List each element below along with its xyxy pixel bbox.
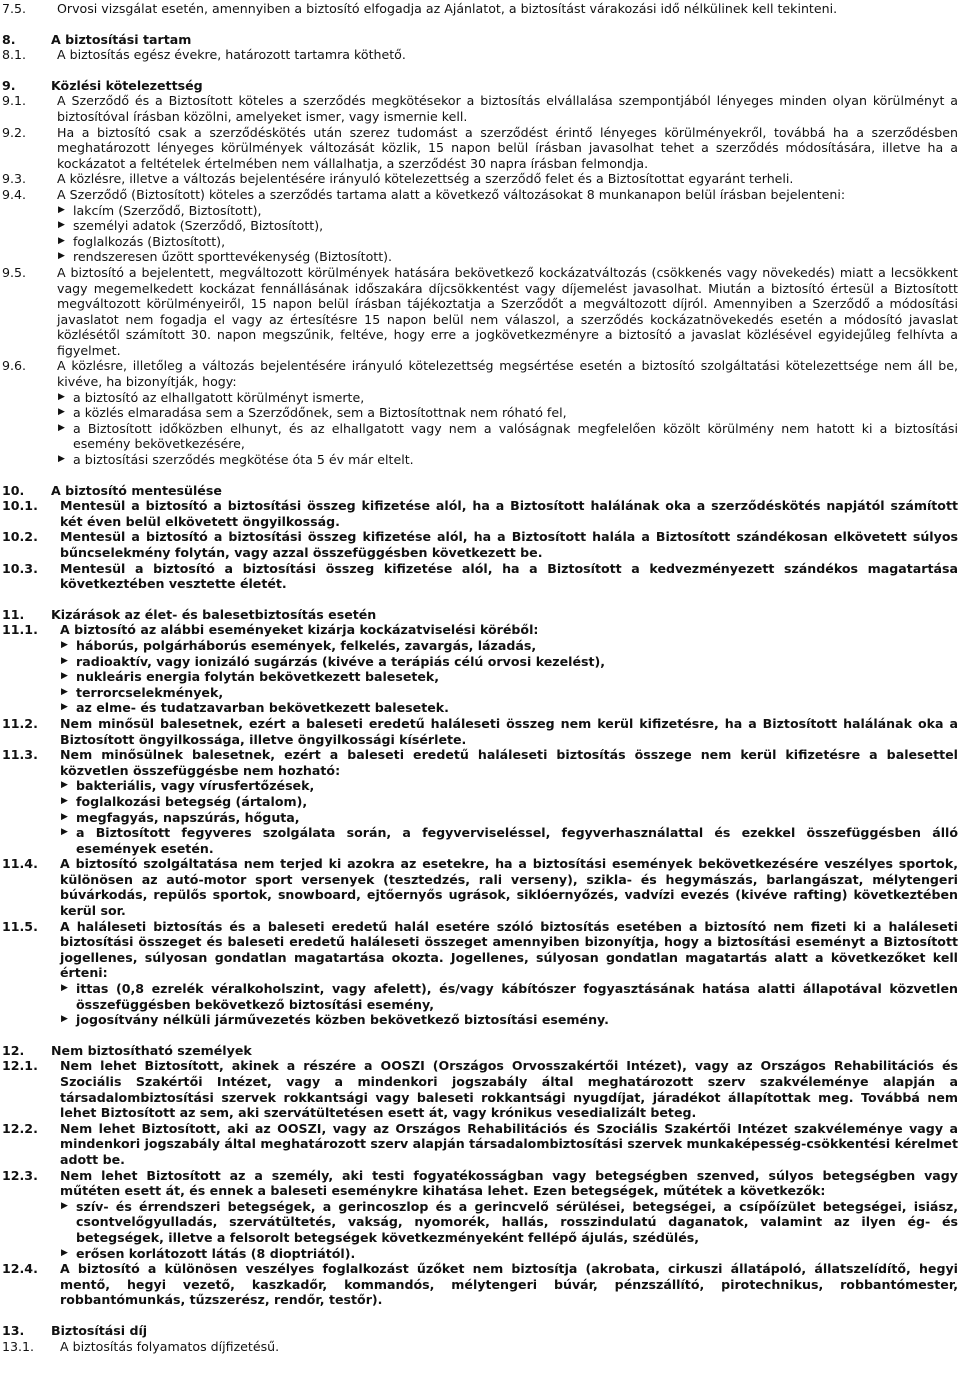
list-item: [57, 405, 958, 421]
clause-text: A Szerződő (Biztosított) köteles a szerződés tartama alatt a következő változásokat 8 munkanapon belül írásban bejelenteni:: [57, 186, 846, 202]
clause-number: 9.1.: [2, 93, 27, 109]
clause-text: A haláleseti biztosítás és a baleseti eredetű halál esetére szóló biztosítás esetében a biztosító nem fizeti ki a haláleseti biztosítási összeget és baleseti eredetű haláleseti összeget amennyiben bizonyítja, hogy a biztosítási eseményt a Biztosított jogellenes, súlyosan gondatlan magatartása okozta. Jogellenes, súlyosan gondatlan magatartás alatt a következőket kell érteni:: [60, 918, 958, 981]
clause-12-3: [0, 1168, 960, 1262]
list-item-text: foglalkozás (Biztosított),: [73, 233, 226, 249]
triangle-right-icon: ▶: [58, 235, 65, 246]
clause-11-4: [0, 856, 960, 918]
clause-number: 7.5.: [2, 1, 27, 16]
clause-text: Nem minősül balesetnek, ezért a baleseti eredetű haláleseti összeg nem kerül kifizetésre, ha a Biztosított halálának oka a Biztosított öngyilkossága, illetve öngyilkossági kísérlete.: [60, 715, 958, 747]
triangle-right-icon: ▶: [61, 1014, 68, 1025]
triangle-right-icon: ▶: [61, 686, 68, 697]
list-item-text: rendszeresen űzött sporttevékenység (Biztosított).: [73, 249, 393, 265]
list-item: [57, 421, 958, 452]
clause-body: [60, 622, 960, 716]
list-item: [60, 981, 958, 1012]
clause-text: A közlésre, illetve a változás bejelentésére irányuló kötelezettség a szerződő felet és a Biztosítottat egyaránt terheli.: [57, 171, 794, 187]
triangle-right-icon: ▶: [61, 671, 68, 682]
triangle-right-icon: ▶: [58, 422, 65, 433]
list-item-text: a biztosítási szerződés megkötése óta 5 év már eltelt.: [73, 452, 414, 468]
section-8-heading: [0, 32, 960, 48]
clause-number: 12.4.: [2, 1261, 38, 1277]
clause-12-4: [0, 1261, 960, 1308]
clause-10-1: [0, 498, 960, 529]
clause-11-3: [0, 747, 960, 856]
clause-text: A biztosító szolgáltatása nem terjed ki azokra az esetekre, ha a biztosítási események bekövetkezésére veszélyes sportok, különösen az autó-motor sport versenyek (tesztedzés, rali verseny), szikla- és hegymászás, barlangászat, mélytengeri búvárkodás, repülős sportok, snowboard, ejtőernyős ugrások, siklóernyőzés, vadvízi evezés (kivéve rafting) következtében kerül sor.: [60, 856, 958, 919]
clause-10-2: [0, 529, 960, 560]
list-item-text: erősen korlátozott látás (8 dioptriától).: [76, 1245, 356, 1261]
clause-number: 10.2.: [2, 529, 38, 545]
list-item-text: szív- és érrendszeri betegségek, a gerincoszlop és a gerincvelő sérülései, betegségei, a csípőízület betegségei, isiász, csontvelőgyulladás, szervátültetés, vakság, nyomorék, hallás, rosszindulatú daganatok, valamint az ilyen ég- és betegségek, illetve a felsorolt betegségek következményeként fellépő ájulás, szédülés,: [76, 1198, 958, 1245]
clause-9-1: [0, 93, 960, 124]
clause-9-6: [0, 358, 960, 467]
clause-number: 9.6.: [2, 358, 27, 374]
list-item: [60, 825, 958, 856]
clause-12-2: [0, 1121, 960, 1168]
list-item: [60, 654, 958, 670]
clause-text: A biztosítás egész évekre, határozott tartamra köthető.: [57, 47, 406, 63]
triangle-right-icon: ▶: [58, 220, 65, 231]
clause-number: 9.3.: [2, 171, 27, 187]
section-13-heading: [0, 1323, 960, 1339]
clause-text: A közlésre, illetőleg a változás bejelentésére irányuló kötelezettség megsértése esetén a biztosító szolgáltatási kötelezettsége nem áll be, kivéve, ha bizonyítják, hogy:: [57, 358, 958, 390]
clause-10-3: [0, 561, 960, 592]
section-9-heading: [0, 78, 960, 94]
list-item: [60, 1012, 958, 1028]
clause-text: Nem lehet Biztosított, aki az OOSZI, vagy az Országos Rehabilitációs és Szociális Szakértői Intézet szakvéleménye vagy a mindenkori jogszabály által meghatározott szerv alapján társadalombiztosítási szervek munkaképesség-csökkentési kérelmet adott be.: [60, 1120, 958, 1167]
list-item-text: nukleáris energia folytán bekövetkezett balesetek,: [76, 669, 440, 685]
triangle-right-icon: ▶: [61, 655, 68, 666]
list-item-text: megfagyás, napszúrás, hőguta,: [76, 809, 300, 825]
list-item-text: foglalkozási betegség (ártalom),: [76, 793, 308, 809]
section-title: A biztosító mentesülése: [51, 482, 222, 498]
list-item: [57, 390, 958, 406]
list-item-text: a biztosító az elhallgatott körülményt ismerte,: [73, 389, 365, 405]
list-item: [60, 669, 958, 685]
clause-number: 10.3.: [2, 560, 38, 576]
list-item: [60, 638, 958, 654]
section-number: 12.: [2, 1042, 25, 1058]
clause-number: 11.3.: [2, 747, 38, 763]
clause-number: 10.1.: [2, 498, 38, 514]
clause-number: 11.2.: [2, 715, 38, 731]
triangle-right-icon: ▶: [61, 983, 68, 994]
clause-11-1: [0, 622, 960, 716]
section-title: Nem biztosítható személyek: [51, 1042, 252, 1058]
clause-text: Nem minősülnek balesetnek, ezért a baleseti eredetű haláleseti biztosítás összege nem kerül kifizetésre a balesettel közvetlen összefüggésbe nem hozható:: [60, 747, 958, 778]
triangle-right-icon: ▶: [61, 780, 68, 791]
clause-text: A Szerződő és a Biztosított köteles a szerződés megkötésekor a biztosítás elvállalása szempontjából lényeges minden olyan körülményt a biztosítóval írásban közölni, amelyeket ismer, vagy ismernie kell.: [57, 93, 958, 124]
section-11-heading: [0, 607, 960, 623]
section-gap: [0, 1028, 960, 1043]
section-12-heading: [0, 1043, 960, 1059]
list-item-text: bakteriális, vagy vírusfertőzések,: [76, 778, 315, 794]
clause-text: Ha a biztosító csak a szerződéskötés után szerez tudomást a szerződést érintő lényeges körülményekről, továbbá ha a szerződésben meghatározott lényeges körülmények változását közlik, 15 napon belül írásban javasolhat tehet a szerződés módosítására, illetve ha a kockázatot a feltételek értelmében nem vállalhatja, a szerződést 30 napra írásban felmondja.: [57, 124, 958, 171]
clause-9-5: [0, 265, 960, 359]
clause-number: 8.1.: [2, 47, 27, 63]
list-item: [60, 1199, 958, 1246]
list-item: [60, 685, 958, 701]
clause-body: [60, 919, 960, 1028]
section-gap: [0, 592, 960, 607]
clause-text: Orvosi vizsgálat esetén, amennyiben a biztosító elfogadja az Ajánlatot, a biztosítást várakozási idő nélkülinek kell tekinteni.: [57, 1, 838, 16]
triangle-right-icon: ▶: [58, 454, 65, 465]
triangle-right-icon: ▶: [58, 251, 65, 262]
clause-number: 11.5.: [2, 918, 38, 934]
clause-9-4: [0, 187, 960, 265]
list-item-text: terrorcselekmények,: [76, 684, 224, 700]
triangle-right-icon: ▶: [61, 811, 68, 822]
clause-text: Mentesül a biztosító a biztosítási összeg kifizetése alól, ha a Biztosított halála a Biztosított szándékosan elkövetett súlyos bűncselekmény folytán, vagy azzal összefüggésben következett be.: [60, 529, 958, 560]
clause-body: [60, 1168, 960, 1262]
triangle-right-icon: ▶: [58, 407, 65, 418]
clause-number: 9.4.: [2, 186, 27, 202]
list-item-text: a közlés elmaradása sem a Szerződőnek, sem a Biztosítottnak nem róható fel,: [73, 405, 567, 421]
clause-number: 9.2.: [2, 124, 27, 140]
section-number: 8.: [2, 31, 16, 47]
clause-12-1: [0, 1058, 960, 1120]
clause-number: 13.1.: [2, 1338, 35, 1354]
list-item: [57, 203, 958, 219]
triangle-right-icon: ▶: [61, 1200, 68, 1211]
triangle-right-icon: ▶: [61, 795, 68, 806]
clause-9-2: [0, 125, 960, 172]
triangle-right-icon: ▶: [61, 1247, 68, 1258]
clause-text: Nem lehet Biztosított, akinek a részére a OOSZI (Országos Orvosszakértői Intézet), vagy az Országos Rehabilitációs és Szociális Szakértői Intézet, vagy a mindenkori jogszabály által meghatározott szerv szakvéleménye alapján a társadalombiztosítási szervek rokkantsági vagy baleseti rokkantsági nyugdíjat, járadékot állapítottak meg. Továbbá nem lehet Biztosított az sem, aki szervátültetésen esett át, vagy krónikus vesedializált beteg.: [60, 1058, 958, 1121]
section-title: Közlési kötelezettség: [51, 77, 203, 93]
section-10-heading: [0, 483, 960, 499]
clause-text: A biztosító a különösen veszélyes foglalkozást űzőket nem biztosítja (akrobata, cirkuszi állatápoló, állatszelídítő, hegyi mentő, hegyi vezető, kaszkadőr, kommandós, mélytengeri búvár, pénzszállító, pirotechnikus, robbantómester, robbantómunkás, tűzszerész, rendőr, testőr).: [60, 1261, 958, 1308]
section-number: 13.: [2, 1322, 25, 1338]
section-title: A biztosítási tartam: [51, 31, 192, 47]
clause-text: A biztosítás folyamatos díjfizetésű.: [60, 1338, 280, 1354]
section-number: 11.: [2, 606, 25, 622]
triangle-right-icon: ▶: [61, 702, 68, 713]
clause-text: A biztosító a bejelentett, megváltozott körülmények hatására bekövetkező kockázatváltozás (csökkenés vagy növekedés) miatt a lecsökkent vagy megemelkedett kockázat fennállásának időszakára díjcsökkentést vagy díjemelést javasolhat. Miután a biztosító értesül a Biztosított megváltozott körülményeiről, 15 napon belül írásban tájékoztatja a Szerződőt a megváltozott díjról. Amennyiben a Szerződő a módosítási javaslatot nem fogadja el vagy az értesítésre 15 napon belül nem válaszol, a szerződés kockázatnövekedés esetén a módosító javaslat közlésétől számított 30. napon megszűnik, feltéve, hogy erre a jogkövetkezményre a biztosító a javaslat közlésével egyidejűleg felhívta a figyelmet.: [57, 264, 958, 358]
list-item-text: jogosítvány nélküli járművezetés közben bekövetkező biztosítási esemény.: [76, 1012, 609, 1028]
clause-text: Mentesül a biztosító a biztosítási összeg kifizetése alól, ha a Biztosított halálának oka a szerződéskötés napjától számított két éven belül elkövetett öngyilkosság.: [60, 498, 958, 529]
triangle-right-icon: ▶: [61, 639, 68, 650]
list-item: [57, 234, 958, 250]
section-title: Biztosítási díj: [51, 1322, 148, 1338]
list-item: [57, 218, 958, 234]
clause-text: A biztosító az alábbi eseményeket kizárja kockázatviselési köréből:: [60, 622, 539, 638]
clause-number: 12.1.: [2, 1058, 38, 1074]
clause-7-5: [0, 1, 960, 17]
triangle-right-icon: ▶: [58, 204, 65, 215]
list-item: [57, 249, 958, 265]
list-item: [60, 1246, 958, 1262]
clause-text: Mentesül a biztosító a biztosítási összeg kifizetése alól, ha a Biztosított a kedvezményezett szándékos magatartása következtében vesztette életét.: [60, 560, 958, 592]
list-item-text: az elme- és tudatzavarban bekövetkezett balesetek.: [76, 700, 449, 716]
clause-number: 11.4.: [2, 856, 38, 872]
list-item: [60, 794, 958, 810]
section-number: 10.: [2, 482, 25, 498]
list-item-text: személyi adatok (Szerződő, Biztosított),: [73, 218, 324, 234]
clause-number: 9.5.: [2, 264, 27, 280]
list-item-text: háborús, polgárháborús események, felkelés, zavargás, lázadás,: [76, 637, 537, 653]
list-item-text: lakcím (Szerződő, Biztosított),: [73, 202, 262, 218]
section-gap: [0, 63, 960, 78]
clause-11-5: [0, 919, 960, 1028]
section-number: 9.: [2, 77, 16, 93]
clause-body: [57, 187, 960, 265]
triangle-right-icon: ▶: [61, 827, 68, 838]
list-item: [60, 810, 958, 826]
clause-number: 12.2.: [2, 1120, 38, 1136]
list-item-text: a Biztosított fegyveres szolgálata során, a fegyverviseléssel, fegyverhasználattal és ezekkel összefüggésben álló események esetén.: [76, 825, 958, 856]
clause-body: [60, 747, 960, 856]
triangle-right-icon: ▶: [58, 391, 65, 402]
list-item: [60, 778, 958, 794]
section-title: Kizárások az élet- és balesetbiztosítás esetén: [51, 606, 377, 622]
clause-8-1: [0, 47, 960, 63]
clause-9-3: [0, 171, 960, 187]
clause-text: Nem lehet Biztosított az a személy, aki testi fogyatékosságban vagy betegségben szenved, súlyos betegségben vagy műtéten esett át, és ennek a baleseti eseménykre kihatása lehet. Ezen betegségek, műtétek a következők:: [60, 1167, 958, 1199]
list-item: [60, 700, 958, 716]
list-item-text: a Biztosított időközben elhunyt, és az elhallgatott vagy nem a valóságnak megfelelően közölt körülmény nem hatott ki a biztosítási esemény bekövetkezésére,: [73, 420, 958, 452]
clause-number: 11.1.: [2, 622, 38, 638]
clause-number: 12.3.: [2, 1167, 38, 1183]
clause-13-1: [0, 1339, 960, 1355]
section-gap: [0, 1308, 960, 1323]
section-gap: [0, 17, 960, 32]
list-item-text: ittas (0,8 ezrelék véralkoholszint, vagy afelett), és/vagy kábítószer fogyasztásának hatása alatti állapotával közvetlen összefüggésben bekövetkező biztosítási esemény,: [76, 981, 958, 1012]
clause-11-2: [0, 716, 960, 747]
list-item: [57, 452, 958, 468]
section-gap: [0, 468, 960, 483]
clause-body: [57, 358, 960, 467]
list-item-text: radioaktív, vagy ionizáló sugárzás (kivéve a terápiás célú orvosi kezelést),: [76, 653, 606, 669]
